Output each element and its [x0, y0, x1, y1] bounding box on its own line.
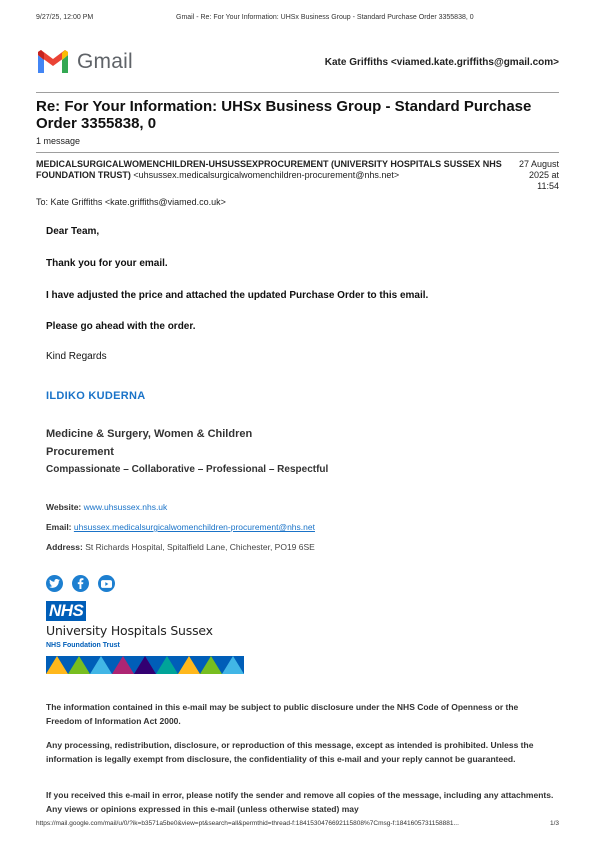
address-text: St Richards Hospital, Spitalfield Lane, Chichester, PO19 6SE — [85, 542, 315, 552]
nhs-logo: NHS — [46, 601, 86, 621]
closing: Kind Regards — [46, 351, 107, 362]
page-number: 1/3 — [549, 820, 559, 827]
date-line: 11:54 — [537, 181, 559, 191]
body-line: Thank you for your email. — [46, 258, 168, 269]
print-timestamp: 9/27/25, 12:00 PM — [36, 14, 94, 21]
brand-stripe — [46, 656, 244, 674]
email-link[interactable]: uhsussex.medicalsurgicalwomenchildren-procurement@nhs.net — [73, 522, 315, 532]
date-line: 27 August — [518, 159, 559, 169]
gmail-wordmark: Gmail — [77, 50, 133, 73]
signature-website — [46, 502, 167, 512]
print-title: Gmail - Re: For Your Information: UHSx Business Group - Standard Purchase Order 3355838, 0 — [176, 14, 474, 21]
print-footer — [36, 820, 559, 827]
signature-address — [46, 542, 315, 552]
gmail-header — [36, 46, 559, 78]
disclaimer-paragraph: If you received this e-mail in error, please notify the sender and remove all copies of the message, including any attachments. Any views or opinions expressed in this e-mail (unless otherwise stated) may — [46, 790, 554, 814]
account-email: Kate Griffiths <viamed.kate.griffiths@gmail.com> — [324, 56, 559, 68]
body-line: I have adjusted the price and attached the updated Purchase Order to this email. — [46, 290, 429, 301]
print-url: https://mail.google.com/mail/u/0/?ik=b3571a5be0&view=pt&search=all&permthid=thread-f:1841530476692115808%7Cmsg-f:1841605731158881... — [36, 820, 459, 827]
gmail-m-icon — [36, 50, 70, 75]
signature-values: Compassionate – Collaborative – Professional – Respectful — [46, 464, 329, 475]
message-date — [499, 159, 559, 192]
print-header — [36, 14, 559, 21]
twitter-icon[interactable] — [46, 575, 63, 592]
body-line: Please go ahead with the order. — [46, 321, 196, 332]
greeting: Dear Team, — [46, 226, 100, 237]
website-label: Website: — [46, 502, 82, 512]
social-links — [46, 575, 115, 592]
gmail-logo[interactable] — [36, 50, 133, 75]
divider — [36, 92, 559, 93]
org-subtitle: NHS Foundation Trust — [46, 642, 120, 649]
message-count: 1 message — [36, 136, 81, 146]
email-label: Email: — [46, 522, 72, 532]
org-name: University Hospitals Sussex — [46, 623, 213, 638]
sender-name: MEDICALSURGICALWOMENCHILDREN-UHSUSSEXPROCUREMENT (UNIVERSITY HOSPITALS SUSSEX NHS FOUNDATION TRUST) — [36, 159, 502, 180]
website-link[interactable]: www.uhsussex.nhs.uk — [83, 502, 168, 512]
thread-subject: Re: For Your Information: UHSx Business Group - Standard Purchase Order 3355838, 0 — [36, 98, 532, 132]
signature-email — [46, 522, 315, 532]
sender-email: <uhsussex.medicalsurgicalwomenchildren-procurement@nhs.net> — [133, 170, 400, 180]
youtube-icon[interactable] — [98, 575, 115, 592]
date-line: 2025 at — [528, 170, 559, 180]
sender — [36, 159, 506, 181]
facebook-icon[interactable] — [72, 575, 89, 592]
address-label: Address: — [46, 542, 83, 552]
signature-name: ILDIKO KUDERNA — [46, 390, 146, 402]
recipient: To: Kate Griffiths <kate.griffiths@viamed.co.uk> — [36, 197, 226, 207]
divider — [36, 152, 559, 153]
disclaimer-paragraph: Any processing, redistribution, disclosure, or reproduction of this message, except as intended is prohibited. Unless the information is legally exempt from disclosure, the confidentiality of this e-mail and your reply cannot be guaranteed. — [46, 740, 534, 764]
signature-dept: Procurement — [46, 446, 114, 458]
signature-dept: Medicine & Surgery, Women & Children — [46, 428, 253, 440]
disclaimer-paragraph: The information contained in this e-mail may be subject to public disclosure under the NHS Code of Openness or the Freedom of Information Act 2000. — [46, 702, 519, 726]
